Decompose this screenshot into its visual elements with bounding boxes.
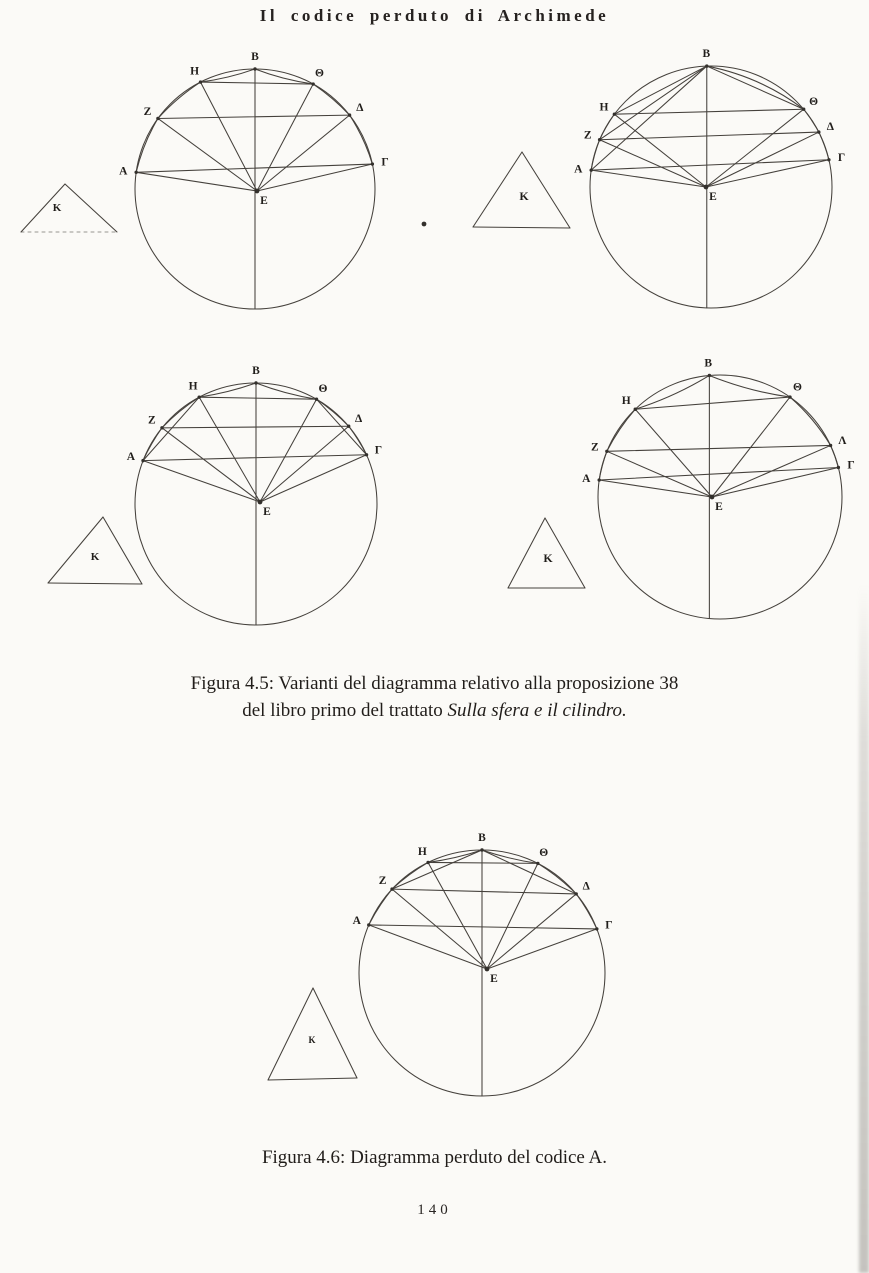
diagram-fig45-top-left <box>21 51 389 309</box>
fan-line-EΓ <box>260 455 367 502</box>
vertex-label-H: H <box>188 380 198 393</box>
vertex-dot-Z <box>156 117 159 120</box>
diagonal-BH <box>614 66 706 114</box>
fan-line-EΔ <box>487 894 576 969</box>
vertex-label-B: B <box>251 51 259 63</box>
vertex-label-Θ: Θ <box>539 846 549 859</box>
vertex-label-A: A <box>574 163 583 176</box>
fan-line-EH <box>199 397 260 502</box>
chord-AΓ <box>591 160 829 170</box>
vertex-dot-A <box>589 168 592 171</box>
figure-4-5-caption <box>0 670 869 724</box>
vertex-dot-Z <box>390 887 393 890</box>
diagram-fig45-top-right <box>473 48 845 308</box>
circle-outline <box>590 66 832 308</box>
vertex-label-H: H <box>621 394 631 407</box>
chord-HΘ <box>199 397 316 399</box>
vertex-label-Δ: Δ <box>582 880 590 893</box>
triangle-left-side <box>268 988 316 1080</box>
vertex-dot-Λ <box>829 444 832 447</box>
ink-dot-artifact <box>422 222 427 227</box>
triangle-label-K: K <box>519 189 529 203</box>
side-ΘΛ <box>790 397 831 445</box>
vertex-dot-Θ <box>788 395 791 398</box>
fan-line-EH <box>635 409 712 497</box>
triangle-left-side <box>473 152 522 227</box>
triangle-left-side <box>508 518 545 588</box>
diagonal-BΔ <box>482 850 576 894</box>
chord-AΓ <box>599 467 838 480</box>
centre-label-E: E <box>490 973 498 985</box>
vertex-label-A: A <box>582 473 591 486</box>
vertex-dot-B <box>708 374 711 377</box>
vertex-dot-H <box>199 80 202 83</box>
centre-dot-E <box>704 185 709 190</box>
side-ΔΓ <box>350 115 373 164</box>
side-ZH <box>158 82 201 118</box>
vertex-label-Λ: Λ <box>838 434 847 447</box>
fan-line-EΘ <box>706 109 804 187</box>
vertex-label-Δ: Δ <box>355 412 363 425</box>
vertex-dot-Θ <box>315 398 318 401</box>
triangle-base <box>473 227 570 228</box>
fan-line-EΛ <box>712 445 831 497</box>
diagonal-BZ <box>600 66 707 140</box>
vertex-label-Θ: Θ <box>315 67 324 80</box>
centre-label-E: E <box>715 501 723 513</box>
side-ΘΔ <box>313 84 349 115</box>
triangle-label-K: K <box>308 1035 316 1045</box>
running-header: Il codice perduto di Archimede <box>259 6 610 25</box>
vertex-dot-B <box>480 848 483 851</box>
chord-AΓ <box>143 455 367 461</box>
side-ΛΓ <box>831 445 839 467</box>
centre-label-E: E <box>260 195 268 207</box>
vertex-dot-H <box>634 408 637 411</box>
vertex-dot-H <box>613 112 616 115</box>
page-number: 140 <box>417 1202 452 1218</box>
fan-line-EZ <box>392 889 487 969</box>
vertex-dot-A <box>597 478 600 481</box>
vertex-dot-B <box>254 381 257 384</box>
chord-HΘ <box>635 397 790 409</box>
side-AZ <box>143 428 162 461</box>
chord-HΘ <box>201 82 314 84</box>
fan-line-EΘ <box>257 84 313 191</box>
chord-AΓ <box>136 164 372 172</box>
vertex-label-Z: Z <box>583 129 592 142</box>
chord-ZΛ <box>607 445 831 451</box>
side-BΘ <box>256 383 317 399</box>
triangle-K <box>21 184 117 232</box>
vertex-dot-A <box>141 459 144 462</box>
side-HB <box>199 383 256 397</box>
vertex-label-B: B <box>252 365 260 377</box>
side-ΔΓ <box>349 426 367 455</box>
vertex-dot-Z <box>598 138 601 141</box>
vertex-dot-Z <box>605 450 608 453</box>
vertex-dot-Γ <box>371 162 374 165</box>
vertex-label-Z: Z <box>148 414 156 427</box>
diagram-fig46-bottom <box>268 832 613 1096</box>
side-ΔΓ <box>576 894 597 929</box>
vertex-label-Δ: Δ <box>356 102 364 115</box>
diagonal-BΘ <box>707 66 804 109</box>
vertex-dot-Δ <box>817 130 820 133</box>
triangle-K <box>268 988 357 1080</box>
side-ZH <box>162 397 199 428</box>
vertex-dot-Γ <box>595 927 598 930</box>
centre-label-E: E <box>263 506 271 518</box>
centre-dot-E <box>485 967 490 972</box>
vertex-dot-Z <box>160 426 163 429</box>
chord-ZΔ <box>162 426 349 428</box>
fan-line-EΓ <box>257 164 372 191</box>
fan-line-EΘ <box>260 399 317 502</box>
vertex-label-Θ: Θ <box>792 381 802 394</box>
side-ΘΔ <box>317 399 349 426</box>
fan-line-EΔ <box>257 115 350 191</box>
vertex-dot-Θ <box>802 108 805 111</box>
triangle-label-K: K <box>90 551 100 563</box>
fan-line-EA <box>599 480 712 497</box>
vertex-dot-Γ <box>837 466 840 469</box>
centre-dot-E <box>255 189 260 194</box>
treatise-title-italic: Sulla sfera e il cilindro. <box>447 700 627 721</box>
fan-line-EH <box>201 82 257 191</box>
triangle-right-side <box>65 184 117 232</box>
triangle-K <box>508 518 585 588</box>
side-ΘΔ <box>804 109 819 132</box>
figure-4-5-caption-line1: Figura 4.5: Varianti del diagramma relativo alla proposizione 38 <box>190 673 679 694</box>
vertex-dot-Δ <box>348 113 351 116</box>
diagonal-BA <box>591 66 707 170</box>
triangle-label-K: K <box>52 202 62 214</box>
triangle-right-side <box>313 988 357 1078</box>
vertex-label-B: B <box>478 832 486 844</box>
vertex-dot-H <box>426 861 429 864</box>
vertex-dot-Γ <box>365 453 368 456</box>
vertex-label-Γ: Γ <box>605 919 613 932</box>
vertex-dot-A <box>367 923 370 926</box>
triangle-K <box>473 152 570 228</box>
side-HB <box>201 69 255 82</box>
triangle-label-K: K <box>543 551 553 565</box>
diagonal-HA <box>143 397 199 460</box>
fan-line-EZ <box>162 428 260 502</box>
centre-dot-E <box>258 500 263 505</box>
side-AZ <box>591 140 599 170</box>
side-ZH <box>607 409 635 451</box>
vertex-label-Z: Z <box>378 875 387 888</box>
vertex-label-Z: Z <box>143 105 152 118</box>
vertex-label-Z: Z <box>590 441 599 454</box>
triangle-right-side <box>103 517 142 584</box>
vertex-dot-Δ <box>575 892 578 895</box>
diagram-fig45-mid-right <box>508 358 855 619</box>
side-BΘ <box>482 850 538 863</box>
triangle-right-side <box>522 152 570 228</box>
chord-ZΔ <box>158 115 350 118</box>
fan-line-EZ <box>600 140 706 187</box>
fan-line-EA <box>369 925 487 969</box>
vertex-dot-H <box>197 395 200 398</box>
vertex-label-Γ: Γ <box>381 156 389 169</box>
vertex-label-A: A <box>126 450 136 463</box>
figure-4-6-caption: Figura 4.6: Diagramma perduto del codice A. <box>261 1147 608 1168</box>
vertex-dot-Γ <box>827 158 830 161</box>
vertex-dot-B <box>253 67 256 70</box>
triangle-base <box>268 1078 357 1080</box>
diagonal-BZ <box>392 850 482 889</box>
vertex-dot-Δ <box>347 425 350 428</box>
vertex-label-B: B <box>702 48 711 61</box>
side-HB <box>428 850 482 862</box>
vertex-label-Θ: Θ <box>809 95 819 108</box>
vertex-dot-Θ <box>536 862 539 865</box>
fan-line-EΔ <box>706 132 819 187</box>
fan-line-EZ <box>607 451 712 497</box>
side-AZ <box>369 889 392 925</box>
vertex-label-Γ: Γ <box>847 459 855 472</box>
fan-line-EH <box>428 862 487 969</box>
vertex-label-H: H <box>417 845 427 858</box>
chord-HΘ <box>428 862 538 863</box>
figure-4-5-caption-line2: del libro primo del trattato Sulla sfera e il cilindro. <box>242 700 627 721</box>
vertex-dot-A <box>134 171 137 174</box>
vertex-label-A: A <box>119 165 128 178</box>
vertex-label-Δ: Δ <box>826 121 835 134</box>
vertex-label-Γ: Γ <box>837 151 846 164</box>
side-AZ <box>599 451 607 480</box>
triangle-K <box>48 517 142 584</box>
chord-AΓ <box>369 925 597 929</box>
chord-ZΔ <box>392 889 576 894</box>
side-AZ <box>136 118 158 172</box>
vertex-dot-B <box>705 64 708 67</box>
vertex-label-Γ: Γ <box>374 444 383 457</box>
vertex-label-B: B <box>704 357 713 370</box>
centre-dot-E <box>710 495 715 500</box>
fan-line-EΔ <box>260 426 349 502</box>
scan-edge-shadow <box>859 585 869 1273</box>
fan-line-EA <box>136 172 257 191</box>
fan-line-EZ <box>158 118 257 191</box>
side-BΘ <box>255 69 313 84</box>
fan-line-EA <box>143 461 260 502</box>
side-ΔΓ <box>819 132 829 160</box>
diagonal-ΘΓ <box>317 399 367 455</box>
vertex-label-A: A <box>352 914 361 927</box>
centre-label-E: E <box>709 191 717 203</box>
diagram-fig45-mid-left <box>48 365 382 625</box>
vertex-label-H: H <box>190 65 200 78</box>
triangle-base <box>48 583 142 584</box>
vertex-label-H: H <box>599 101 609 114</box>
vertex-dot-Θ <box>311 82 314 85</box>
vertex-label-Θ: Θ <box>318 382 328 395</box>
side-ZH <box>600 114 615 140</box>
triangle-left-side <box>48 517 103 583</box>
